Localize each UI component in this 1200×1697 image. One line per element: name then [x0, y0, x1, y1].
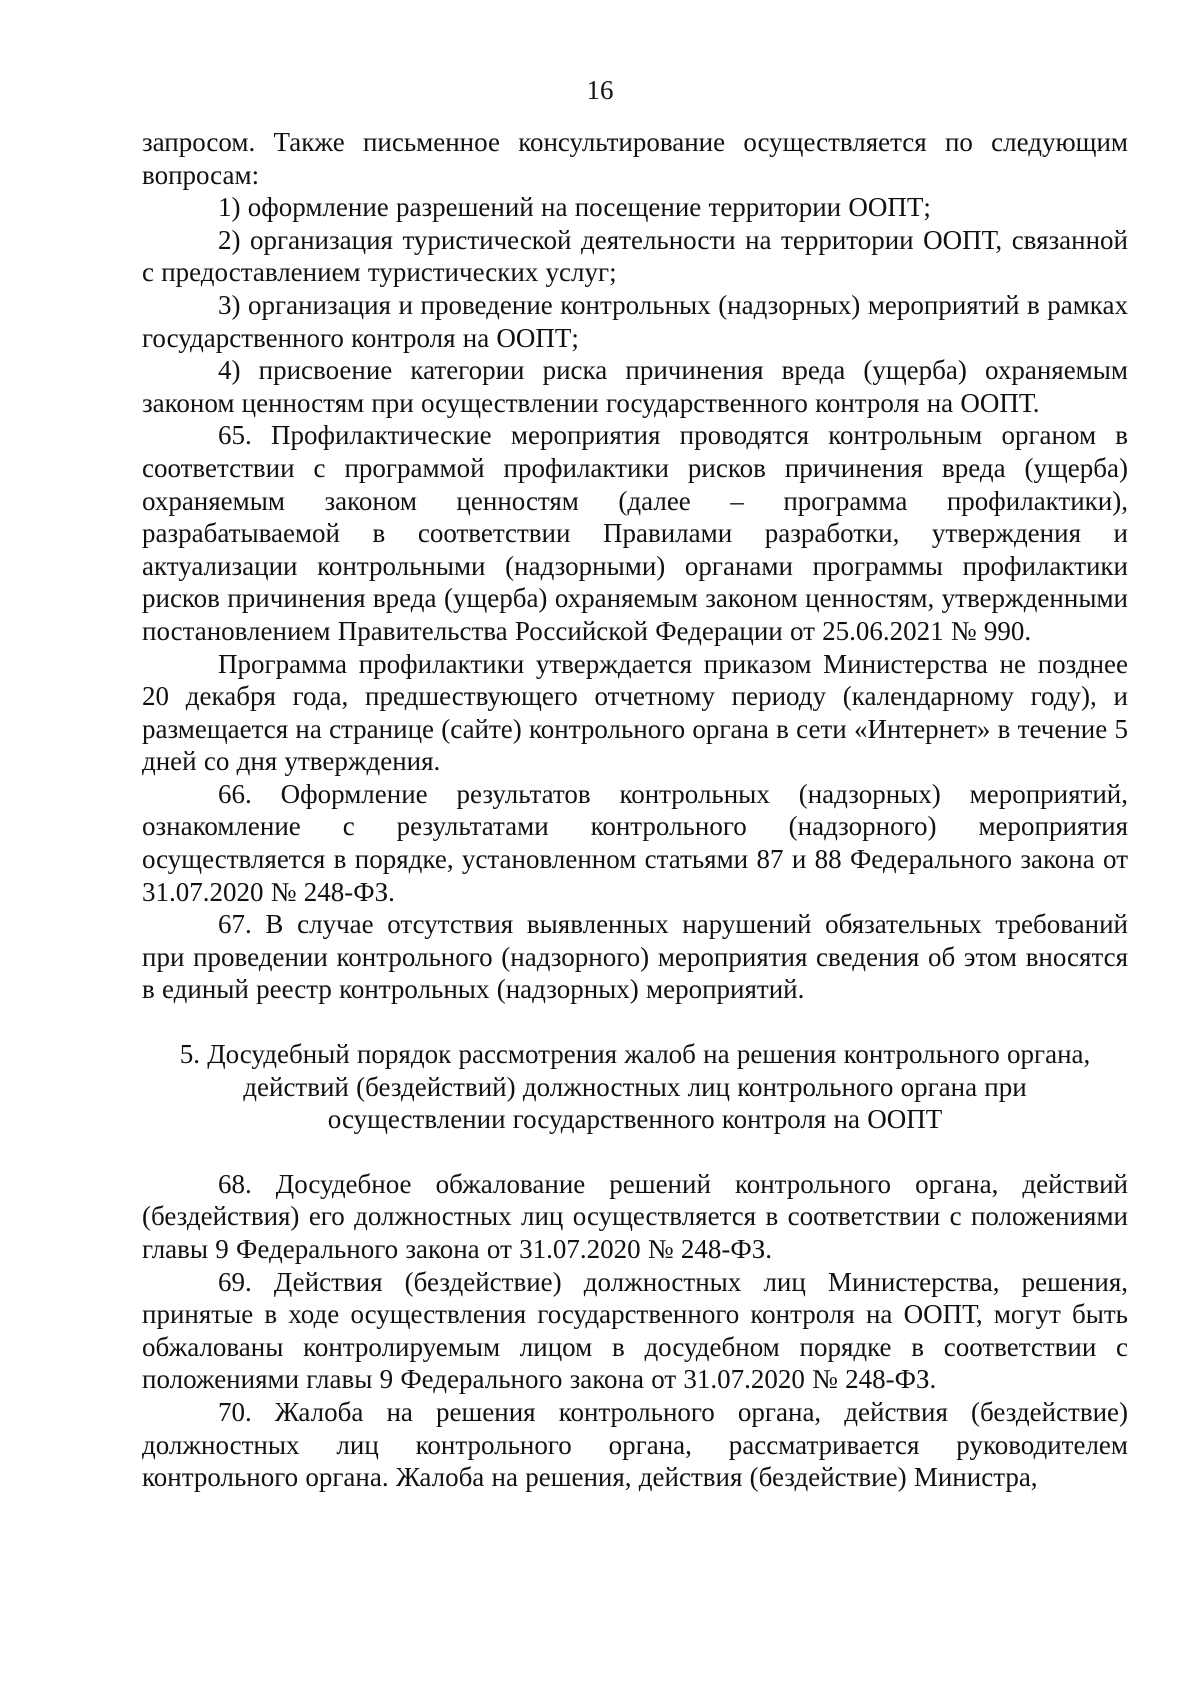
document-body	[142, 126, 1128, 1494]
section-heading-line-3: осуществлении государственного контроля на ООПТ	[327, 1104, 943, 1135]
section-heading-line-2: действий (бездействий) должностных лиц контрольного органа при	[243, 1071, 1027, 1102]
paragraph-continuation: запросом. Также письменное консультирование осуществляется по следующим вопросам:	[142, 127, 1128, 190]
list-item-3: 3) организация и проведение контрольных (надзорных) мероприятий в рамках государственного контроля на ООПТ;	[142, 289, 1128, 353]
paragraph-69: 69. Действия (бездействие) должностных лиц Министерства, решения, принятые в ходе осуществления государственного контроля на ООПТ, могут быть обжалованы контролируемым лицом в досудебном порядке в соответствии с положениями главы 9 Федерального закона от 31.07.2020 № 248-ФЗ.	[142, 1266, 1128, 1395]
list-item-4: 4) присвоение категории риска причинения вреда (ущерба) охраняемым законом ценностям при осуществлении государственного контроля на ООПТ.	[142, 355, 1128, 418]
paragraph-prevention-program: Программа профилактики утверждается приказом Министерства не позднее 20 декабря года, предшествующего отчетному периоду (календарному году), и размещается на странице (сайте) контрольного органа в сети «Интернет» в течение 5 дней со дня утверждения.	[142, 648, 1128, 777]
list-item-2: 2) организация туристической деятельности на территории ООПТ, связанной с предоставлением туристических услуг;	[142, 224, 1128, 288]
list-item-1: 1) оформление разрешений на посещение территории ООПТ;	[218, 192, 931, 223]
paragraph-68: 68. Досудебное обжалование решений контрольного органа, действий (бездействия) его должностных лиц осуществляется в соответствии с положениями главы 9 Федерального закона от 31.07.2020 № 248-ФЗ.	[142, 1168, 1128, 1264]
paragraph-70: 70. Жалоба на решения контрольного органа, действия (бездействие) должностных лиц контрольного органа, рассматривается руководителем контрольного органа. Жалоба на решения, действия (бездействие) Министра,	[142, 1396, 1128, 1493]
paragraph-65: 65. Профилактические мероприятия проводятся контрольным органом в соответствии с программой профилактики рисков причинения вреда (ущерба) охраняемым законом ценностям (далее – программа профилактики), разрабатываемой в соответствии Правилами разработки, утверждения и актуализации контрольными (надзорными) органами программы профилактики рисков причинения вреда (ущерба) охраняемым законом ценностям, утвержденными постановлением Правительства Российской Федерации от 25.06.2021 № 990.	[142, 420, 1128, 646]
paragraph-66: 66. Оформление результатов контрольных (надзорных) мероприятий, ознакомление с результатами контрольного (надзорного) мероприятия осуществляется в порядке, установленном статьями 87 и 88 Федерального закона от 31.07.2020 № 248-ФЗ.	[142, 778, 1128, 907]
section-heading-line-1: 5. Досудебный порядок рассмотрения жалоб на решения контрольного органа,	[179, 1039, 1091, 1070]
paragraph-67: 67. В случае отсутствия выявленных нарушений обязательных требований при проведении контрольного (надзорного) мероприятия сведения об этом вносятся в единый реестр контрольных (надзорных) мероприятий.	[142, 909, 1128, 1005]
page-number: 16	[586, 75, 614, 105]
section-heading	[142, 1038, 1128, 1136]
